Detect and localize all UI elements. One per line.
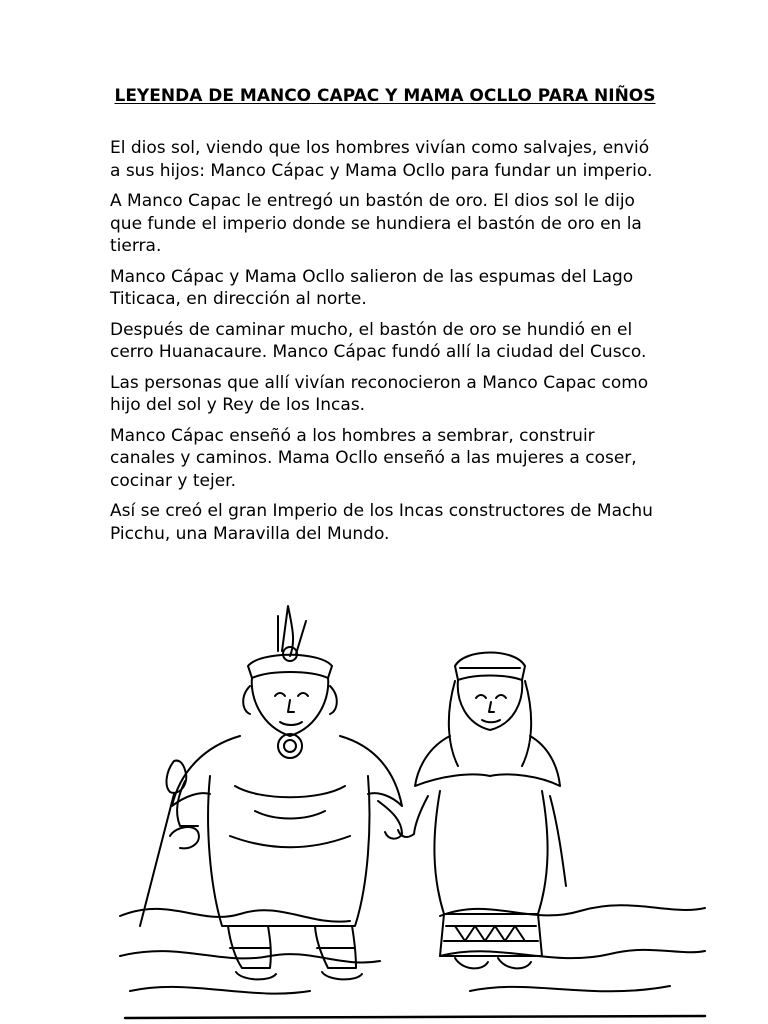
paragraph-4: Después de caminar mucho, el bastón de oro se hundió en el cerro Huanacaure. Manco Cápac fundó allí la ciudad del Cusco. <box>110 319 647 362</box>
paragraph-2: A Manco Capac le entregó un bastón de oro. El dios sol le dijo que funde el imperio donde se hundiera el bastón de oro en la tierra. <box>110 191 642 256</box>
paragraph-1: El dios sol, viendo que los hombres vivían como salvajes, envió a sus hijos: Manco Cápac y Mama Ocllo para fundar un imperio. <box>110 138 653 181</box>
manco-capac-figure <box>140 606 402 979</box>
inca-couple-illustration <box>110 596 710 1024</box>
document-body <box>110 137 660 553</box>
paragraph-6: Manco Cápac enseñó a los hombres a sembrar, construir canales y caminos. Mama Ocllo enseñó a las mujeres a coser, cocinar y tejer. <box>110 425 637 491</box>
paragraph-3: Manco Cápac y Mama Ocllo salieron de las espumas del Lago Titicaca, en dirección al norte. <box>110 266 634 309</box>
paragraph-7: Así se creó el gran Imperio de los Incas constructores de Machu Picchu, una Maravilla del Mundo. <box>110 501 653 544</box>
document-title: LEYENDA DE MANCO CAPAC Y MAMA OCLLO PARA NIÑOS <box>114 86 656 106</box>
paragraph-5: Las personas que allí vivían reconocieron a Manco Capac como hijo del sol y Rey de los Incas. <box>110 372 649 415</box>
ground-waves <box>120 905 705 1018</box>
illustration-drawing <box>110 596 710 1024</box>
mama-ocllo-figure <box>398 653 566 969</box>
